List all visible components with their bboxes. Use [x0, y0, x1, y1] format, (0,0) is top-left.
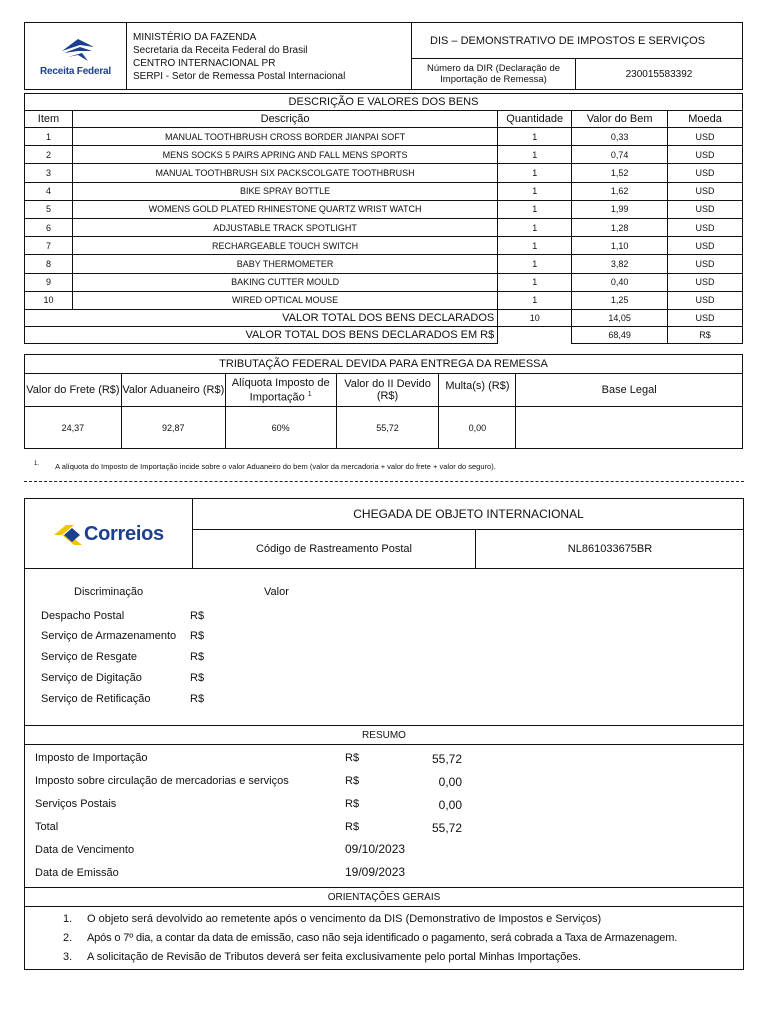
- cell-item: 5: [25, 200, 73, 218]
- cell-desc: BABY THERMOMETER: [72, 255, 497, 273]
- table-row: [25, 237, 743, 255]
- total-label: VALOR TOTAL DOS BENS DECLARADOS: [25, 309, 498, 326]
- footnote: [34, 461, 734, 471]
- cell-moeda: USD: [668, 255, 743, 273]
- tax-values-row: [25, 407, 743, 449]
- list-item-text: Após o 7º dia, a contar da data de emissão, caso não seja identificado o pagamento, será cobrada a Taxa de Armazenagem.: [87, 932, 678, 944]
- ministry-box: [126, 22, 412, 90]
- cut-line: [24, 481, 744, 482]
- cell-valor: 1,28: [572, 218, 668, 236]
- cell-item: 4: [25, 182, 73, 200]
- table-row: [25, 218, 743, 236]
- total-brl-row: [25, 326, 743, 343]
- tracking-code: NL861033675BR: [476, 530, 744, 569]
- v-ii: 55,72: [336, 407, 439, 449]
- cell-qtd: 1: [498, 182, 572, 200]
- cell-moeda: USD: [668, 218, 743, 236]
- tax-header-row: [25, 374, 743, 407]
- correios-logo-text: Correios: [84, 523, 164, 545]
- service-cur: R$: [190, 672, 205, 684]
- service-row: [41, 672, 341, 684]
- v-base: [516, 407, 743, 449]
- resumo-value: 55,72: [431, 821, 462, 835]
- serpi-name: SERPI - Setor de Remessa Postal Internacional: [133, 71, 346, 82]
- goods-header-row: [25, 111, 743, 128]
- v-aliquota: 60%: [225, 407, 336, 449]
- h-aduaneiro: Valor Aduaneiro (R$): [121, 374, 225, 407]
- cell-desc: BAKING CUTTER MOULD: [72, 273, 497, 291]
- valor-header: Valor: [264, 586, 289, 598]
- secretaria-name: Secretaria da Receita Federal do Brasil: [133, 45, 308, 56]
- logo-bottom-line: [24, 568, 194, 569]
- resumo-row: [35, 752, 465, 764]
- emissao-label: Data de Emissão: [35, 867, 119, 879]
- resumo-row: [35, 775, 465, 787]
- cell-item: 1: [25, 128, 73, 146]
- service-cur: R$: [190, 610, 205, 622]
- cell-qtd: 1: [498, 146, 572, 164]
- cell-item: 10: [25, 291, 73, 309]
- total-brl-label: VALOR TOTAL DOS BENS DECLARADOS EM R$: [25, 326, 498, 343]
- resumo-value: 0,00: [438, 775, 462, 789]
- cell-item: 3: [25, 164, 73, 182]
- centro-name: CENTRO INTERNACIONAL PR: [133, 58, 276, 69]
- orientacoes-title: ORIENTAÇÕES GERAIS: [24, 887, 744, 907]
- footnote-num: 1.: [34, 461, 40, 467]
- cell-item: 7: [25, 237, 73, 255]
- receita-logo-text: Receita Federal: [40, 66, 111, 77]
- cell-item: 8: [25, 255, 73, 273]
- dir-number: 230015583392: [575, 58, 743, 90]
- disc-header: Discriminação: [74, 586, 144, 598]
- tracking-label: Código de Rastreamento Postal: [193, 530, 476, 569]
- cell-moeda: USD: [668, 237, 743, 255]
- service-row: [41, 630, 341, 642]
- cell-valor: 1,52: [572, 164, 668, 182]
- service-label: Serviço de Armazenamento: [41, 630, 177, 642]
- service-label: Serviço de Retificação: [41, 693, 151, 705]
- footnote-text: A alíquota do Imposto de Importação incide sobre o valor Aduaneiro do bem (valor da mercadoria + valor do frete + valor do seguro).: [55, 461, 496, 471]
- cell-desc: MENS SOCKS 5 PAIRS APRING AND FALL MENS SPORTS: [72, 146, 497, 164]
- cell-moeda: USD: [668, 146, 743, 164]
- cell-item: 6: [25, 218, 73, 236]
- service-row: [41, 610, 341, 622]
- cell-desc: MANUAL TOOTHBRUSH CROSS BORDER JIANPAI SOFT: [72, 128, 497, 146]
- table-row: [25, 200, 743, 218]
- cell-valor: 3,82: [572, 255, 668, 273]
- table-row: [25, 182, 743, 200]
- cell-valor: 0,40: [572, 273, 668, 291]
- table-row: [25, 146, 743, 164]
- ministry-name: MINISTÉRIO DA FAZENDA: [133, 32, 257, 43]
- resumo-cur: R$: [345, 821, 360, 833]
- cell-qtd: 1: [498, 200, 572, 218]
- resumo-row: [35, 821, 465, 833]
- resumo-title: RESUMO: [24, 725, 744, 745]
- cell-valor: 0,33: [572, 128, 668, 146]
- correios-title: CHEGADA DE OBJETO INTERNACIONAL: [193, 498, 744, 530]
- cell-desc: WOMENS GOLD PLATED RHINESTONE QUARTZ WRIST WATCH: [72, 200, 497, 218]
- doc-title: DIS – DEMONSTRATIVO DE IMPOSTOS E SERVIÇOS: [411, 22, 743, 59]
- table-row: [25, 255, 743, 273]
- h-aliquota-sup: 1: [307, 390, 312, 398]
- resumo-value: 55,72: [431, 752, 462, 766]
- h-aliquota: Alíquota Imposto de Importação $^1$: [225, 374, 336, 407]
- resumo-cur: R$: [345, 798, 360, 810]
- cell-valor: 1,25: [572, 291, 668, 309]
- receita-federal-logo-icon: [58, 37, 98, 63]
- list-item: [63, 913, 743, 925]
- v-frete: 24,37: [25, 407, 122, 449]
- total-brl-empty: [498, 326, 572, 343]
- h-base: Base Legal: [516, 374, 743, 407]
- cell-moeda: USD: [668, 200, 743, 218]
- cell-qtd: 1: [498, 273, 572, 291]
- resumo-cur: R$: [345, 752, 360, 764]
- h-multa: Multa(s) (R$): [439, 374, 516, 407]
- service-label: Despacho Postal: [41, 610, 125, 622]
- service-cur: R$: [190, 693, 205, 705]
- cell-valor: 1,62: [572, 182, 668, 200]
- table-row: [25, 273, 743, 291]
- tax-title: TRIBUTAÇÃO FEDERAL DEVIDA PARA ENTREGA DA REMESSA: [25, 355, 743, 374]
- goods-title: DESCRIÇÃO E VALORES DOS BENS: [25, 94, 743, 111]
- total-brl-moeda: R$: [668, 326, 743, 343]
- cell-moeda: USD: [668, 128, 743, 146]
- col-descricao: Descrição: [72, 111, 497, 128]
- total-moeda: USD: [668, 309, 743, 326]
- total-qtd: 10: [498, 309, 572, 326]
- tax-table: [24, 354, 743, 449]
- cell-valor: 1,10: [572, 237, 668, 255]
- cell-desc: ADJUSTABLE TRACK SPOTLIGHT: [72, 218, 497, 236]
- cell-moeda: USD: [668, 273, 743, 291]
- cell-desc: RECHARGEABLE TOUCH SWITCH: [72, 237, 497, 255]
- resumo-value: 0,00: [438, 798, 462, 812]
- total-row: [25, 309, 743, 326]
- list-item-text: A solicitação de Revisão de Tributos deverá ser feita exclusivamente pelo portal Minhas Importações.: [87, 951, 582, 963]
- cell-qtd: 1: [498, 291, 572, 309]
- service-row: [41, 651, 341, 663]
- cell-desc: MANUAL TOOTHBRUSH SIX PACKSCOLGATE TOOTHBRUSH: [72, 164, 497, 182]
- table-row: [25, 164, 743, 182]
- col-moeda: Moeda: [668, 111, 743, 128]
- cell-qtd: 1: [498, 255, 572, 273]
- service-label: Serviço de Resgate: [41, 651, 137, 663]
- cell-moeda: USD: [668, 291, 743, 309]
- vencimento-label: Data de Vencimento: [35, 844, 135, 856]
- cell-desc: WIRED OPTICAL MOUSE: [72, 291, 497, 309]
- table-row: [25, 128, 743, 146]
- list-item: [63, 932, 743, 944]
- goods-table: [24, 93, 743, 344]
- service-label: Serviço de Digitação: [41, 672, 142, 684]
- correios-logo-icon: [52, 523, 84, 547]
- cell-qtd: 1: [498, 237, 572, 255]
- h-frete: Valor do Frete (R$): [25, 374, 122, 407]
- total-valor: 14,05: [572, 309, 668, 326]
- vencimento-row: [35, 844, 465, 856]
- resumo-label: Imposto de Importação: [35, 752, 148, 764]
- dir-label: Número da DIR (Declaração de Importação de Remessa): [411, 58, 576, 90]
- v-multa: 0,00: [439, 407, 516, 449]
- resumo-cur: R$: [345, 775, 360, 787]
- cell-item: 2: [25, 146, 73, 164]
- resumo-label: Total: [35, 821, 59, 833]
- v-aduaneiro: 92,87: [121, 407, 225, 449]
- receita-logo-box: [24, 22, 127, 90]
- col-quantidade: Quantidade: [498, 111, 572, 128]
- list-item: [63, 951, 743, 963]
- h-ii: Valor do II Devido (R$): [336, 374, 439, 407]
- list-item-number: 2.: [63, 932, 73, 944]
- list-item-number: 3.: [63, 951, 73, 963]
- resumo-label: Imposto sobre circulação de mercadorias e serviços: [35, 775, 289, 787]
- service-cur: R$: [190, 651, 205, 663]
- cell-item: 9: [25, 273, 73, 291]
- service-row: [41, 693, 341, 705]
- total-brl-valor: 68,49: [572, 326, 668, 343]
- col-valor: Valor do Bem: [572, 111, 668, 128]
- cell-valor: 1,99: [572, 200, 668, 218]
- list-item-text: O objeto será devolvido ao remetente após o vencimento da DIS (Demonstrativo de Impostos e Serviços): [87, 913, 602, 925]
- resumo-label: Serviços Postais: [35, 798, 117, 810]
- table-row: [25, 291, 743, 309]
- cell-qtd: 1: [498, 164, 572, 182]
- resumo-row: [35, 798, 465, 810]
- correios-logo: [24, 498, 193, 569]
- emissao-row: [35, 867, 465, 879]
- col-item: Item: [25, 111, 73, 128]
- emissao-value: 19/09/2023: [345, 865, 406, 879]
- cell-qtd: 1: [498, 128, 572, 146]
- list-item-number: 1.: [63, 913, 73, 925]
- service-cur: R$: [190, 630, 205, 642]
- cell-desc: BIKE SPRAY BOTTLE: [72, 182, 497, 200]
- cell-moeda: USD: [668, 164, 743, 182]
- vencimento-value: 09/10/2023: [345, 842, 406, 856]
- cell-moeda: USD: [668, 182, 743, 200]
- cell-valor: 0,74: [572, 146, 668, 164]
- cell-qtd: 1: [498, 218, 572, 236]
